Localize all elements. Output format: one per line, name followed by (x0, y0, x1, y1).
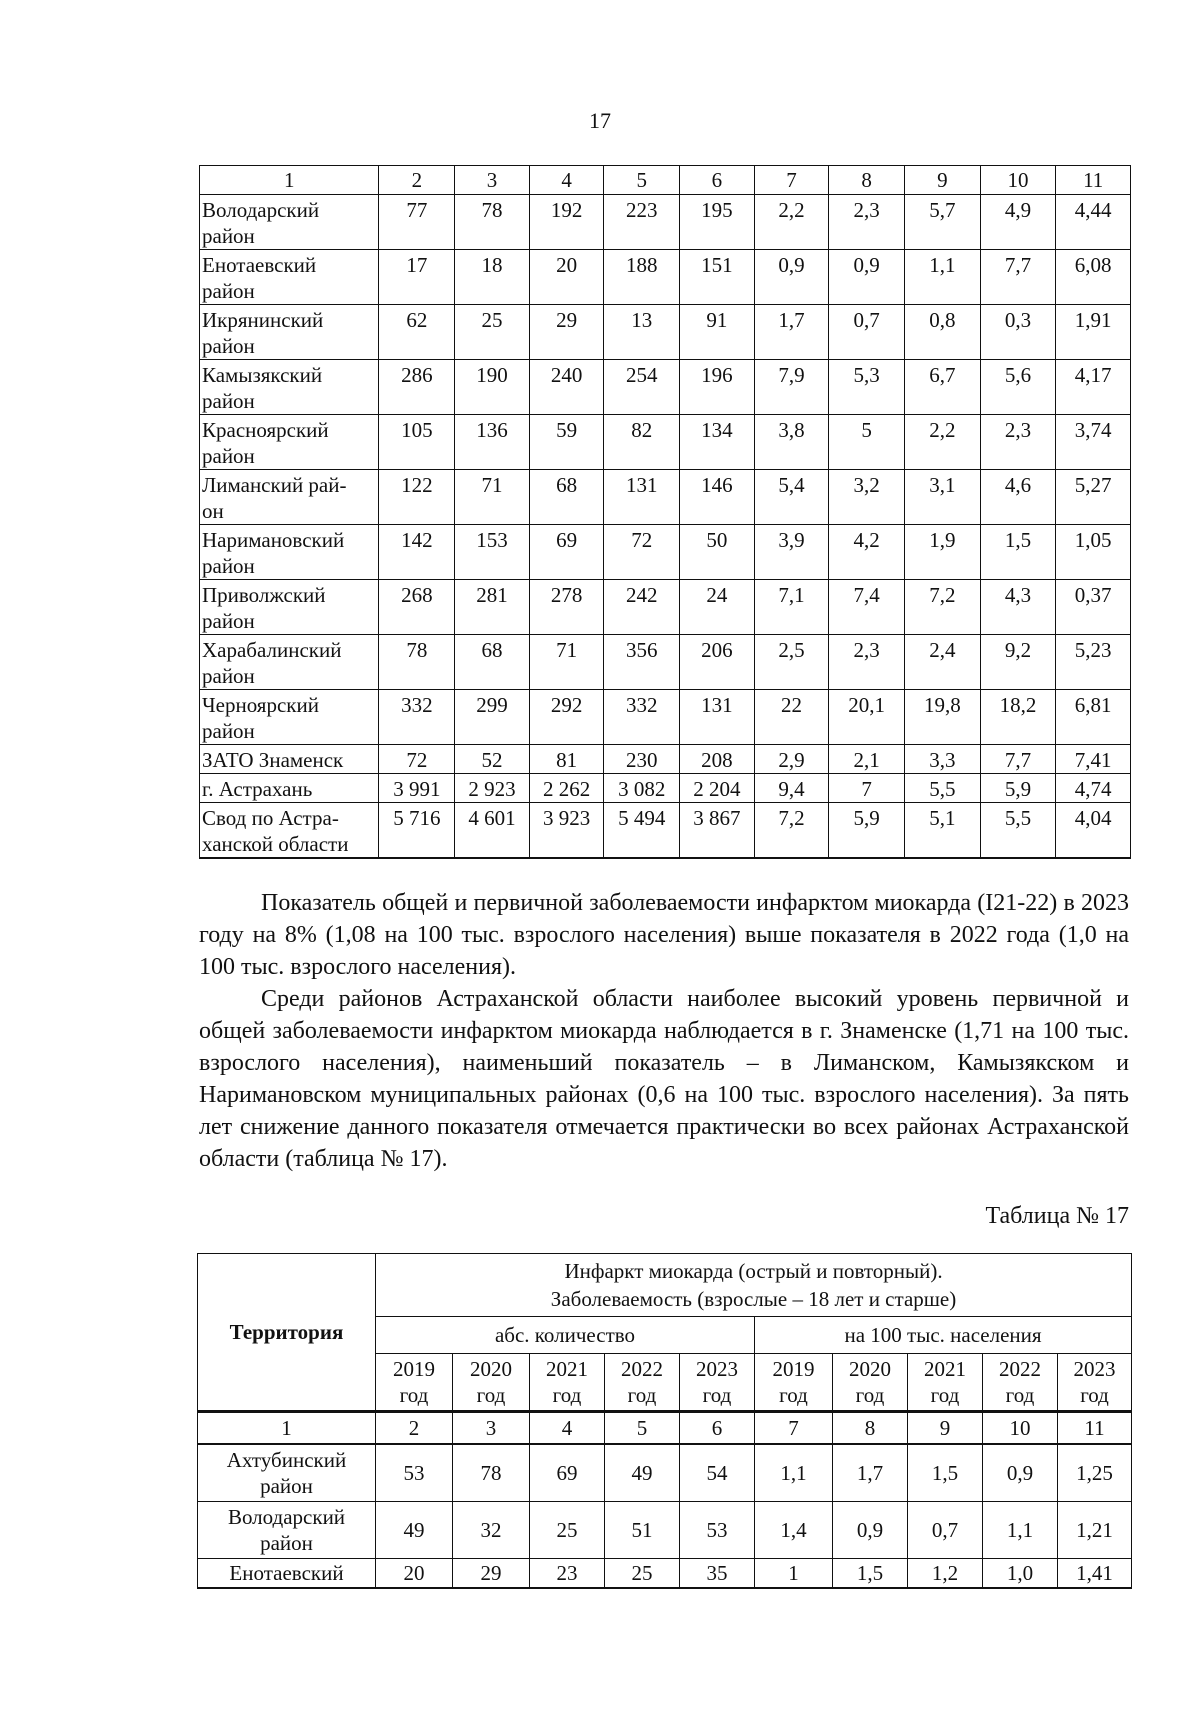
value-cell: 0,3 (980, 305, 1056, 360)
value-cell: 1,25 (1058, 1444, 1132, 1502)
value-cell: 1,4 (755, 1502, 833, 1559)
value-cell: 54 (680, 1444, 755, 1502)
value-cell: 292 (529, 690, 604, 745)
value-cell: 7,7 (980, 250, 1056, 305)
value-cell: 4,6 (980, 470, 1056, 525)
value-cell: 190 (455, 360, 530, 415)
value-cell: 5,27 (1056, 470, 1131, 525)
value-cell: 59 (529, 415, 604, 470)
value-cell: 5 494 (604, 803, 680, 859)
column-number-cell: 3 (455, 166, 530, 195)
year-header-cell (530, 1354, 605, 1412)
value-cell: 3 991 (379, 774, 455, 803)
value-cell: 3 082 (604, 774, 680, 803)
paragraph-mi-districts: Среди районов Астраханской области наиболее высокий уровень первичной и общей заболеваемости инфарктом миокарда наблюдается в г. Знаменске (1,71 на 100 тыс. взрослого населения), наименьший показатель – в Лиманском, Камызякском и Наримановском муниципальных районах (0,6 на 100 тыс. взрослого населения). За пять лет снижение данного показателя отмечается практически во всех районах Астраханской области (таблица № 17). (199, 986, 1129, 1172)
territory-name-line: Енотаевский (229, 1561, 344, 1585)
value-cell: 18 (455, 250, 530, 305)
value-cell: 7,2 (904, 580, 980, 635)
year-suffix: год (627, 1383, 657, 1407)
value-cell: 35 (680, 1559, 755, 1589)
table-row (200, 803, 1131, 859)
year-value: 2020 (470, 1357, 512, 1381)
table-row (200, 690, 1131, 745)
year-header-cell (983, 1354, 1058, 1412)
value-cell: 356 (604, 635, 680, 690)
value-cell: 332 (379, 690, 455, 745)
district-name-cell (200, 415, 379, 470)
year-value: 2022 (621, 1357, 663, 1381)
value-cell: 24 (680, 580, 755, 635)
value-cell: 2,1 (829, 745, 905, 774)
value-cell: 5,7 (904, 195, 980, 250)
value-cell: 91 (680, 305, 755, 360)
value-cell: 5,23 (1056, 635, 1131, 690)
value-cell: 268 (379, 580, 455, 635)
value-cell: 286 (379, 360, 455, 415)
year-header-cell (605, 1354, 680, 1412)
value-cell: 2,3 (980, 415, 1056, 470)
year-value: 2021 (546, 1357, 588, 1381)
abs-count-header: абс. количество (376, 1317, 755, 1354)
district-name-line: Лиманский рай- (202, 473, 347, 497)
year-suffix: год (552, 1383, 582, 1407)
column-number-cell: 10 (980, 166, 1056, 195)
value-cell: 69 (530, 1444, 605, 1502)
value-cell: 7 (829, 774, 905, 803)
district-name-cell (200, 690, 379, 745)
territory-header: Территория (198, 1254, 376, 1412)
column-number-cell: 3 (453, 1412, 530, 1445)
territory-name-line: Володарский (227, 1505, 346, 1529)
year-header-cell (833, 1354, 908, 1412)
district-name-cell (200, 470, 379, 525)
value-cell: 68 (529, 470, 604, 525)
value-cell: 208 (680, 745, 755, 774)
value-cell: 72 (379, 745, 455, 774)
district-name-cell (200, 250, 379, 305)
district-name-cell (200, 195, 379, 250)
value-cell: 131 (680, 690, 755, 745)
district-name-line: Приволжский (202, 583, 326, 607)
value-cell: 49 (605, 1444, 680, 1502)
district-name-line: район (202, 554, 255, 578)
value-cell: 195 (680, 195, 755, 250)
column-number-cell: 4 (529, 166, 604, 195)
district-name-line: район (202, 389, 255, 413)
year-suffix: год (476, 1383, 506, 1407)
value-cell: 3 923 (529, 803, 604, 859)
value-cell: 3,8 (754, 415, 829, 470)
paragraph-mi-overall: Показатель общей и первичной заболеваемости инфарктом миокарда (I21-22) в 2023 году на 8% (1,08 на 100 тыс. взрослого населения) выше показателя в 2022 года (1,0 на 100 тыс. взрослого населения). (199, 890, 1129, 980)
year-value: 2023 (696, 1357, 738, 1381)
table-row (200, 470, 1131, 525)
year-suffix: год (1005, 1383, 1035, 1407)
column-number-cell: 9 (904, 166, 980, 195)
value-cell: 4,17 (1056, 360, 1131, 415)
myocardial-infarction-table (197, 1253, 1132, 1589)
year-value: 2019 (772, 1357, 815, 1381)
value-cell: 0,9 (829, 250, 905, 305)
territory-name-cell (198, 1502, 376, 1559)
value-cell: 1,7 (754, 305, 829, 360)
value-cell: 82 (604, 415, 680, 470)
value-cell: 6,7 (904, 360, 980, 415)
column-number-cell: 11 (1058, 1412, 1132, 1445)
value-cell: 281 (455, 580, 530, 635)
value-cell: 18,2 (980, 690, 1056, 745)
year-suffix: год (930, 1383, 960, 1407)
value-cell: 2 204 (680, 774, 755, 803)
value-cell: 2,2 (904, 415, 980, 470)
value-cell: 2,9 (754, 745, 829, 774)
column-number-cell: 5 (604, 166, 680, 195)
value-cell: 5,4 (754, 470, 829, 525)
value-cell: 151 (680, 250, 755, 305)
district-name-line: ЗАТО Знаменск (202, 748, 344, 772)
year-header-cell (755, 1354, 833, 1412)
year-suffix: год (399, 1383, 429, 1407)
territory-name-cell (198, 1444, 376, 1502)
district-name-line: Красноярский (202, 418, 329, 442)
table-row (200, 305, 1131, 360)
table-row (200, 580, 1131, 635)
column-number-cell: 1 (200, 166, 379, 195)
value-cell: 1,41 (1058, 1559, 1132, 1589)
value-cell: 29 (453, 1559, 530, 1589)
value-cell: 1,1 (904, 250, 980, 305)
value-cell: 5,5 (980, 803, 1056, 859)
value-cell: 2 262 (529, 774, 604, 803)
year-header-cell (680, 1354, 755, 1412)
value-cell: 20 (376, 1559, 453, 1589)
column-number-cell: 9 (908, 1412, 983, 1445)
value-cell: 5,6 (980, 360, 1056, 415)
table-row (200, 774, 1131, 803)
value-cell: 19,8 (904, 690, 980, 745)
value-cell: 131 (604, 470, 680, 525)
value-cell: 1,5 (833, 1559, 908, 1589)
column-number-cell: 6 (680, 166, 755, 195)
value-cell: 7,4 (829, 580, 905, 635)
column-number-cell: 5 (605, 1412, 680, 1445)
value-cell: 5,1 (904, 803, 980, 859)
value-cell: 9,4 (754, 774, 829, 803)
value-cell: 52 (455, 745, 530, 774)
rate-header: на 100 тыс. населения (755, 1317, 1132, 1354)
district-name-line: район (202, 444, 255, 468)
value-cell: 1,21 (1058, 1502, 1132, 1559)
value-cell: 153 (455, 525, 530, 580)
value-cell: 1,2 (908, 1559, 983, 1589)
value-cell: 3,1 (904, 470, 980, 525)
value-cell: 4,04 (1056, 803, 1131, 859)
value-cell: 7,1 (754, 580, 829, 635)
district-name-line: Володарский (202, 198, 320, 222)
district-name-cell (200, 360, 379, 415)
year-suffix: год (855, 1383, 885, 1407)
value-cell: 1,7 (833, 1444, 908, 1502)
value-cell: 1,05 (1056, 525, 1131, 580)
district-name-cell (200, 525, 379, 580)
value-cell: 71 (529, 635, 604, 690)
year-header-cell (453, 1354, 530, 1412)
value-cell: 53 (680, 1502, 755, 1559)
value-cell: 69 (529, 525, 604, 580)
value-cell: 223 (604, 195, 680, 250)
value-cell: 5,9 (829, 803, 905, 859)
district-name-line: Икрянинский (202, 308, 324, 332)
value-cell: 4 601 (455, 803, 530, 859)
value-cell: 77 (379, 195, 455, 250)
value-cell: 0,9 (833, 1502, 908, 1559)
district-name-line: Наримановский (202, 528, 345, 552)
value-cell: 242 (604, 580, 680, 635)
value-cell: 49 (376, 1502, 453, 1559)
column-number-cell: 8 (829, 166, 905, 195)
value-cell: 196 (680, 360, 755, 415)
value-cell: 332 (604, 690, 680, 745)
value-cell: 136 (455, 415, 530, 470)
value-cell: 32 (453, 1502, 530, 1559)
table-row (198, 1502, 1132, 1559)
district-name-line: район (202, 279, 255, 303)
value-cell: 5,9 (980, 774, 1056, 803)
value-cell: 68 (455, 635, 530, 690)
year-value: 2022 (999, 1357, 1041, 1381)
column-number-cell: 4 (530, 1412, 605, 1445)
value-cell: 3,3 (904, 745, 980, 774)
district-name-line: ханской области (202, 832, 349, 856)
value-cell: 7,9 (754, 360, 829, 415)
value-cell: 20,1 (829, 690, 905, 745)
column-number-cell: 2 (379, 166, 455, 195)
year-value: 2019 (393, 1357, 435, 1381)
value-cell: 5,5 (904, 774, 980, 803)
column-number-cell: 7 (754, 166, 829, 195)
value-cell: 78 (453, 1444, 530, 1502)
value-cell: 2,5 (754, 635, 829, 690)
column-number-cell: 11 (1056, 166, 1131, 195)
year-header-cell (1058, 1354, 1132, 1412)
value-cell: 240 (529, 360, 604, 415)
value-cell: 230 (604, 745, 680, 774)
district-name-cell (200, 305, 379, 360)
table-row (200, 250, 1131, 305)
value-cell: 4,74 (1056, 774, 1131, 803)
year-suffix: год (702, 1383, 732, 1407)
value-cell: 2,2 (754, 195, 829, 250)
group-header (376, 1254, 1132, 1317)
year-value: 2020 (849, 1357, 891, 1381)
value-cell: 3,9 (754, 525, 829, 580)
district-name-cell (200, 803, 379, 859)
value-cell: 1 (755, 1559, 833, 1589)
value-cell: 278 (529, 580, 604, 635)
value-cell: 3,2 (829, 470, 905, 525)
value-cell: 72 (604, 525, 680, 580)
district-name-line: район (202, 224, 255, 248)
value-cell: 4,44 (1056, 195, 1131, 250)
value-cell: 22 (754, 690, 829, 745)
value-cell: 25 (605, 1559, 680, 1589)
value-cell: 134 (680, 415, 755, 470)
year-suffix: год (779, 1383, 808, 1407)
group-header-line2: Заболеваемость (взрослые – 18 лет и старше) (550, 1287, 957, 1311)
territory-name-line: район (260, 1531, 313, 1555)
value-cell: 5,3 (829, 360, 905, 415)
district-name-line: Камызякский (202, 363, 323, 387)
table-row (200, 195, 1131, 250)
value-cell: 25 (530, 1502, 605, 1559)
value-cell: 20 (529, 250, 604, 305)
value-cell: 1,1 (983, 1502, 1058, 1559)
value-cell: 1,5 (908, 1444, 983, 1502)
table-row (198, 1559, 1132, 1589)
column-number-cell: 8 (833, 1412, 908, 1445)
value-cell: 0,37 (1056, 580, 1131, 635)
district-name-line: Свод по Астра- (202, 806, 339, 830)
value-cell: 0,9 (983, 1444, 1058, 1502)
value-cell: 7,2 (754, 803, 829, 859)
value-cell: 50 (680, 525, 755, 580)
value-cell: 2 923 (455, 774, 530, 803)
page-number: 17 (589, 108, 611, 133)
table-header-row (200, 166, 1131, 195)
value-cell: 53 (376, 1444, 453, 1502)
value-cell: 71 (455, 470, 530, 525)
column-number-cell: 10 (983, 1412, 1058, 1445)
value-cell: 78 (379, 635, 455, 690)
year-header-cell (908, 1354, 983, 1412)
value-cell: 0,7 (829, 305, 905, 360)
value-cell: 1,91 (1056, 305, 1131, 360)
column-number-cell: 2 (376, 1412, 453, 1445)
value-cell: 146 (680, 470, 755, 525)
value-cell: 6,08 (1056, 250, 1131, 305)
value-cell: 1,9 (904, 525, 980, 580)
value-cell: 142 (379, 525, 455, 580)
value-cell: 0,9 (754, 250, 829, 305)
territory-name-line: Ахтубинский (226, 1448, 347, 1472)
territory-name-cell (198, 1559, 376, 1589)
value-cell: 206 (680, 635, 755, 690)
table-row (200, 745, 1131, 774)
value-cell: 2,3 (829, 195, 905, 250)
district-name-line: район (202, 719, 255, 743)
value-cell: 1,0 (983, 1559, 1058, 1589)
value-cell: 4,9 (980, 195, 1056, 250)
district-name-cell (200, 745, 379, 774)
district-name-line: Черноярский (202, 693, 319, 717)
district-name-line: район (202, 609, 255, 633)
value-cell: 3 867 (680, 803, 755, 859)
year-value: 2021 (924, 1357, 966, 1381)
value-cell: 5 (829, 415, 905, 470)
value-cell: 17 (379, 250, 455, 305)
value-cell: 4,2 (829, 525, 905, 580)
value-cell: 62 (379, 305, 455, 360)
value-cell: 4,3 (980, 580, 1056, 635)
column-number-cell: 6 (680, 1412, 755, 1445)
value-cell: 9,2 (980, 635, 1056, 690)
table-caption: Таблица № 17 (985, 1203, 1129, 1229)
value-cell: 78 (455, 195, 530, 250)
table-row (200, 635, 1131, 690)
district-stats-table-continued (199, 165, 1131, 859)
value-cell: 1,5 (980, 525, 1056, 580)
value-cell: 7,41 (1056, 745, 1131, 774)
district-name-line: Харабалинский (202, 638, 342, 662)
district-name-line: г. Астрахань (202, 777, 313, 801)
value-cell: 6,81 (1056, 690, 1131, 745)
value-cell: 3,74 (1056, 415, 1131, 470)
table-row (200, 360, 1131, 415)
value-cell: 7,7 (980, 745, 1056, 774)
value-cell: 23 (530, 1559, 605, 1589)
table-row (198, 1444, 1132, 1502)
table-row (200, 415, 1131, 470)
value-cell: 122 (379, 470, 455, 525)
table-row (200, 525, 1131, 580)
district-name-cell (200, 774, 379, 803)
district-name-cell (200, 580, 379, 635)
district-name-line: он (202, 499, 224, 523)
value-cell: 5 716 (379, 803, 455, 859)
value-cell: 2,4 (904, 635, 980, 690)
value-cell: 1,1 (755, 1444, 833, 1502)
value-cell: 13 (604, 305, 680, 360)
value-cell: 51 (605, 1502, 680, 1559)
column-number-cell: 1 (198, 1412, 376, 1445)
value-cell: 2,3 (829, 635, 905, 690)
district-name-line: район (202, 664, 255, 688)
value-cell: 299 (455, 690, 530, 745)
year-header-cell (376, 1354, 453, 1412)
territory-name-line: район (260, 1474, 313, 1498)
district-name-line: Енотаевский (202, 253, 317, 277)
value-cell: 105 (379, 415, 455, 470)
group-header-line1: Инфаркт миокарда (острый и повторный). (564, 1259, 943, 1283)
column-number-cell: 7 (755, 1412, 833, 1445)
year-value: 2023 (1073, 1357, 1116, 1381)
value-cell: 29 (529, 305, 604, 360)
district-name-cell (200, 635, 379, 690)
year-suffix: год (1080, 1383, 1109, 1407)
value-cell: 0,8 (904, 305, 980, 360)
value-cell: 81 (529, 745, 604, 774)
value-cell: 188 (604, 250, 680, 305)
value-cell: 192 (529, 195, 604, 250)
value-cell: 25 (455, 305, 530, 360)
value-cell: 254 (604, 360, 680, 415)
district-name-line: район (202, 334, 255, 358)
value-cell: 0,7 (908, 1502, 983, 1559)
